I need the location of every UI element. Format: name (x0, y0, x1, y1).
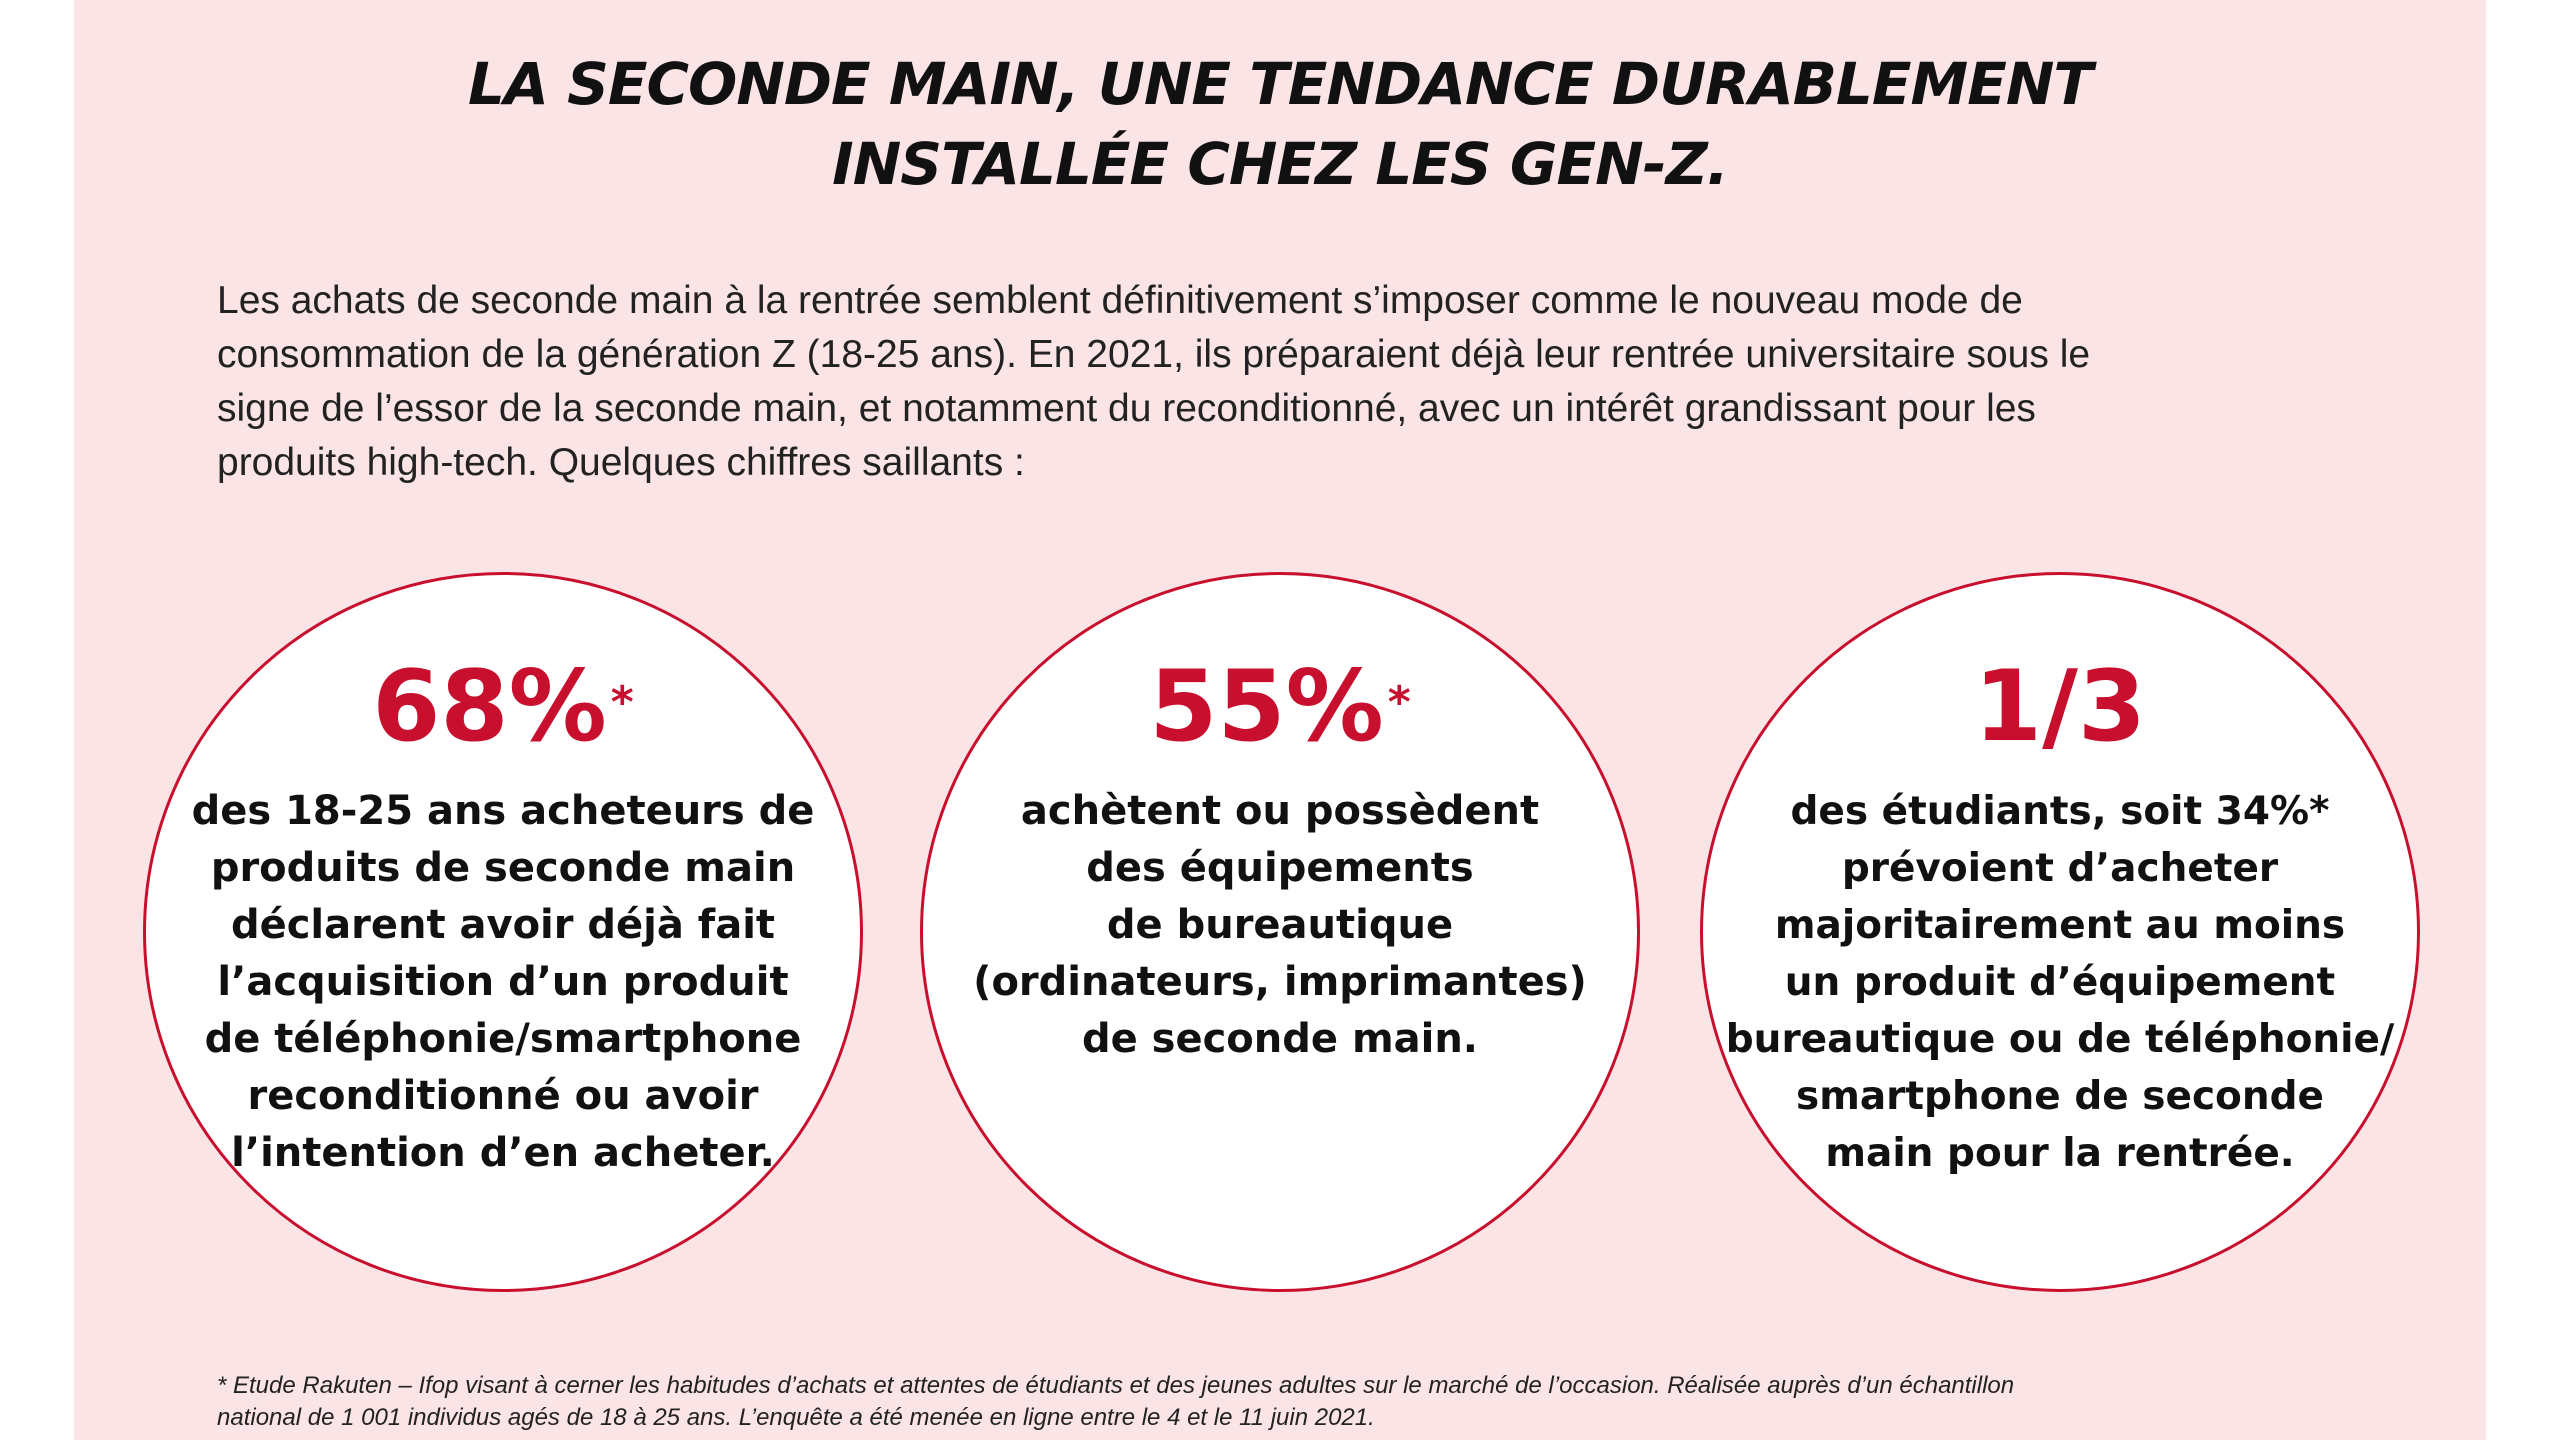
stat-asterisk: * (1387, 677, 1411, 728)
stat-description-line: main pour la rentrée. (1825, 1131, 2295, 1176)
footnote-line-1: * Etude Rakuten – Ifop visant à cerner les habitudes d’achats et attentes de étudiants et des jeunes adultes sur le marché de l’occasion. Réalisée auprès d’un échantillon (217, 1372, 2015, 1399)
stat-circle-one-third (1700, 572, 2420, 1292)
stat-number: 68% (372, 650, 607, 764)
stat-description-line: de téléphonie/smartphone (204, 1016, 802, 1062)
stat-description-line: bureautique ou de téléphonie/ (1725, 1017, 2395, 1062)
stat-circle-68-percent (143, 572, 863, 1292)
stat-description-line: smartphone de seconde (1796, 1074, 2324, 1119)
stat-description-line: des équipements (1086, 845, 1474, 891)
stat-description-line: reconditionné ou avoir (247, 1073, 759, 1119)
intro-paragraph (217, 274, 2417, 490)
stat-description-line: l’acquisition d’un produit (217, 959, 789, 1005)
title-line-2: INSTALLÉE CHEZ LES GEN-Z. (832, 130, 1728, 198)
stat-number: 1/3 (1973, 650, 2147, 764)
stat-description-line: achètent ou possèdent (1020, 788, 1540, 834)
stat-description (186, 783, 820, 1182)
stat-description-line: de seconde main. (1081, 1016, 1479, 1062)
stat-number: 55% (1149, 650, 1384, 764)
intro-line-4: produits high-tech. Quelques chiffres saillants : (217, 441, 1025, 484)
stat-value (1703, 647, 2417, 767)
stat-description-line: de bureautique (1106, 902, 1454, 948)
stat-description-line: déclarent avoir déjà fait (230, 902, 776, 948)
page-title (74, 44, 2486, 204)
stat-circle-55-percent (920, 572, 1640, 1292)
stat-value (146, 647, 860, 767)
stat-value (923, 647, 1637, 767)
intro-line-3: signe de l’essor de la seconde main, et notamment du reconditionné, avec un intérêt grandissant pour les (217, 387, 2036, 430)
stat-description-line: majoritairement au moins (1774, 903, 2346, 948)
stat-description (963, 783, 1597, 1068)
footnote (217, 1370, 2437, 1434)
intro-line-1: Les achats de seconde main à la rentrée semblent définitivement s’imposer comme le nouveau mode de (217, 279, 2023, 322)
footnote-line-2: national de 1 001 individus agés de 18 à 25 ans. L’enquête a été menée en ligne entre le 4 et le 11 juin 2021. (217, 1404, 1375, 1431)
infographic-page (74, 0, 2486, 1440)
stat-description-line: prévoient d’acheter (1841, 846, 2279, 891)
title-line-1: LA SECONDE MAIN, UNE TENDANCE DURABLEMENT (468, 50, 2092, 118)
stat-description-line: (ordinateurs, imprimantes) (973, 959, 1587, 1005)
intro-line-2: consommation de la génération Z (18-25 ans). En 2021, ils préparaient déjà leur rentrée universitaire sous le (217, 333, 2091, 376)
stat-description-line: un produit d’équipement (1784, 960, 2336, 1005)
stat-description (1723, 783, 2397, 1182)
stat-description-line: l’intention d’en acheter. (231, 1130, 775, 1176)
stat-description-line: produits de seconde main (210, 845, 796, 891)
stat-description-line: des étudiants, soit 34%* (1790, 789, 2330, 834)
stat-description-line: des 18-25 ans acheteurs de (191, 788, 815, 834)
stat-asterisk: * (610, 677, 634, 728)
